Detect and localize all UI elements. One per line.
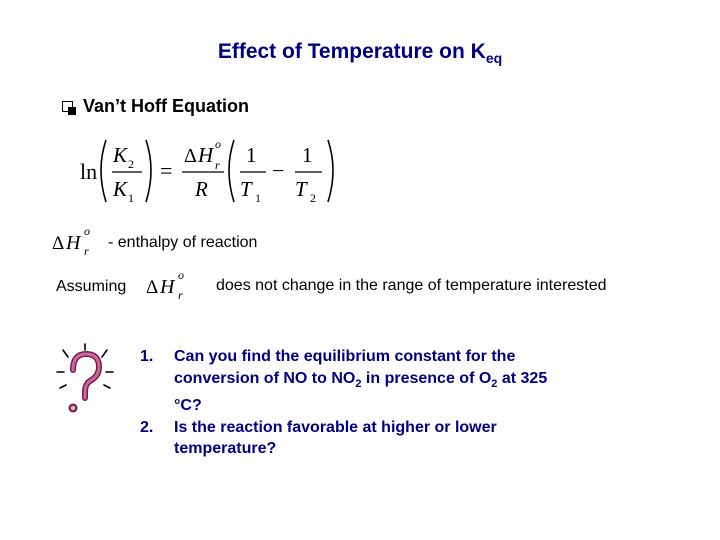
bullet-vant-hoff [62, 96, 249, 117]
bullet-label: Van’t Hoff Equation [83, 96, 249, 116]
eq-h-sup: o [215, 137, 221, 151]
eq-left-paren-open [101, 140, 106, 202]
eq-t2-sub: 2 [310, 191, 316, 205]
question-text: Is the reaction favorable at higher or lower temperature? [174, 418, 497, 458]
eq-h: H [198, 143, 214, 167]
enthalpy-description: - enthalpy of reaction [108, 234, 258, 251]
delta-h-symbol-assuming [146, 268, 202, 304]
eq-t1: T [240, 177, 252, 201]
question-item [140, 346, 549, 417]
dh-h: H [66, 232, 81, 254]
dh2-delta: Δ [146, 277, 159, 298]
assuming-prefix: Assuming [56, 278, 127, 295]
eq-right-paren-open [229, 140, 234, 202]
eq-k2: K [113, 143, 128, 167]
dh2-h: H [160, 276, 175, 298]
slide-title [0, 40, 720, 66]
title-text: Effect of Temperature on K [217, 40, 486, 63]
dh-sup: o [84, 224, 90, 238]
question-number: 1. [140, 348, 154, 365]
eq-delta: Δ [184, 145, 197, 167]
question-number: 2. [140, 418, 154, 436]
eq-h-sub: r [215, 158, 220, 172]
delta-h-symbol [52, 224, 108, 260]
checkbox-bullet-icon [62, 101, 73, 112]
eq-t1-sub: 1 [255, 191, 261, 205]
eq-minus: − [272, 158, 285, 183]
dh-sub: r [84, 244, 89, 258]
eq-k2-sub: 2 [128, 157, 134, 171]
eq-ln: ln [80, 159, 98, 184]
eq-left-paren-close [146, 140, 151, 202]
assuming-suffix: does not change in the range of temperature interested [216, 277, 607, 294]
eq-r: R [195, 177, 208, 201]
title-subscript: eq [485, 50, 503, 67]
dh2-sup: o [178, 268, 184, 282]
eq-one-a: 1 [246, 143, 257, 167]
eq-equals: = [160, 158, 173, 183]
eq-k1: K [113, 177, 128, 201]
question-list [140, 346, 549, 460]
dh2-sub: r [178, 288, 183, 302]
dh-delta: Δ [52, 233, 65, 254]
eq-one-b: 1 [302, 143, 313, 167]
vant-hoff-equation [80, 132, 340, 212]
eq-k1-sub: 1 [128, 191, 134, 205]
question-item [140, 417, 549, 460]
eq-t2: T [295, 177, 307, 201]
question-text: Can you find the equilibrium constant for the conversion of NO to $NO_2$ in presence of $O_2$ at 325 °C? [174, 348, 548, 415]
question-mark-icon [55, 340, 115, 420]
eq-right-paren-close [328, 140, 333, 202]
